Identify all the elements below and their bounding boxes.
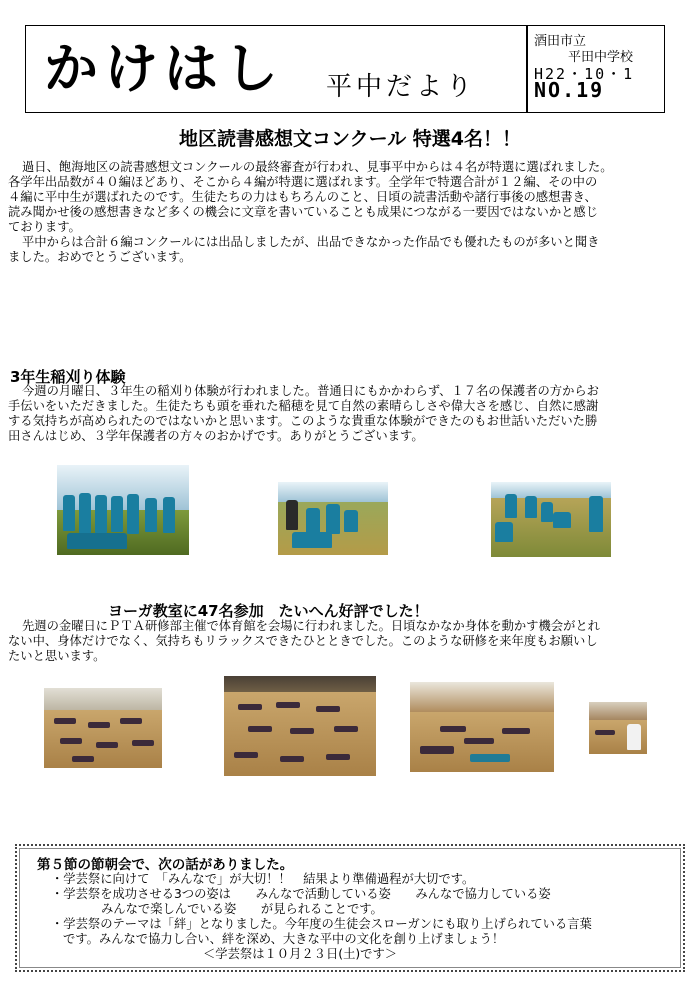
notice-bullet-continued: です。みんなで協力し合い、絆を深め、大きな平中の文化を創り上げましょう！ (63, 932, 505, 946)
masthead (25, 25, 665, 113)
article1-line: 読み聞かせ後の感想書きなど多くの機会に文章を書いていることも成果につながる一要因ではないかと感じ (8, 205, 599, 219)
notice-bullet-continued: みんなで楽しんでいる姿 が見られることです。 (101, 902, 383, 916)
newsletter-subtitle: 平中だより (326, 72, 477, 102)
article1-line: 各学年出品数が４０編ほどあり、そこから４編が特選に選ばれます。全学年で特選合計が１２編、その中の (8, 175, 598, 189)
article2-line: する気持ちが高められたのではないかと思います。このような貴重な体験ができたのもお世話いただいた勝 (8, 414, 598, 428)
festival-date: ＜学芸祭は１０月２３日(土)です＞ (203, 947, 398, 961)
article2-line: 今週の月曜日、３年生の稲刈り体験が行われました。普通日にもかかわらず、１７名の保護者の方からお (22, 384, 599, 398)
newsletter-title: かけはし (44, 36, 284, 100)
rice-harvest-photo-1 (57, 465, 189, 555)
article1-headline: 地区読書感想文コンクール 特選4名！！ (178, 128, 522, 150)
yoga-photo-3 (410, 682, 554, 772)
article1-line: 過日、飽海地区の読書感想文コンクールの最終審査が行われ、見事平中からは４名が特選に選ばれました。 (22, 160, 613, 174)
notice-bullet: ・学芸祭を成功させる3つの姿は みんなで活動している姿 みんなで協力している姿 (51, 887, 551, 901)
city-label: 酒田市立 (534, 34, 587, 49)
article1-line: ております。 (8, 220, 81, 234)
rice-harvest-photo-2 (278, 482, 388, 555)
notice-title: 第５節の節朝会で、次の話がありました。 (37, 857, 294, 873)
yoga-photo-1 (44, 688, 162, 768)
issue-number: NO.19 (534, 78, 605, 102)
article3-line: 先週の金曜日にＰＴＡ研修部主催で体育館を会場に行われました。日頃なかなか身体を動かす機会がとれ (22, 619, 600, 633)
article3-line: たいと思います。 (8, 649, 106, 663)
masthead-info (534, 34, 658, 102)
rice-harvest-photo-3 (491, 482, 611, 557)
notice-box (15, 844, 685, 972)
article3-line: ない中、身体だけでなく、気持ちもリラックスできたひとときでした。このような研修を来年度もお願いし (8, 634, 598, 648)
school-name: 平田中学校 (568, 50, 634, 65)
issue-date: H22・10・1 (534, 65, 635, 83)
article3-body (8, 619, 692, 664)
article2-line: 手伝いをいただきました。生徒たちも頭を垂れた稲穂を見て自然の素晴らしさや偉大さを感じ、自然に感謝 (8, 399, 599, 413)
article1-body (8, 160, 692, 265)
article2-heading: 3年生稲刈り体験 (10, 368, 126, 386)
article1-line: ４編に平中生が選ばれたのです。生徒たちの力はもちろんのこと、日頃の読書活動や諸行事後の感想書き、 (8, 190, 597, 204)
article3-heading: ヨーガ教室に47名参加 たいへん好評でした！ (108, 602, 429, 620)
article1-line: 平中からは合計６編コンクールには出品しましたが、出品できなかった作品でも優れたものが多いと聞き (22, 235, 600, 249)
masthead-divider (526, 26, 528, 112)
article1-line: ました。おめでとうございます。 (8, 250, 192, 264)
article2-body (8, 384, 692, 444)
yoga-photo-2 (224, 676, 376, 776)
notice-bullet: ・学芸祭のテーマは「絆」となりました。今年度の生徒会スローガンにも取り上げられている言葉 (51, 917, 592, 931)
yoga-photo-4 (589, 702, 647, 754)
notice-bullet: ・学芸祭に向けて 「みんなで」が大切！！ 結果より準備過程が大切です。 (51, 872, 475, 886)
article2-line: 田さんはじめ、３学年保護者の方々のおかげです。ありがとうございます。 (8, 429, 424, 443)
